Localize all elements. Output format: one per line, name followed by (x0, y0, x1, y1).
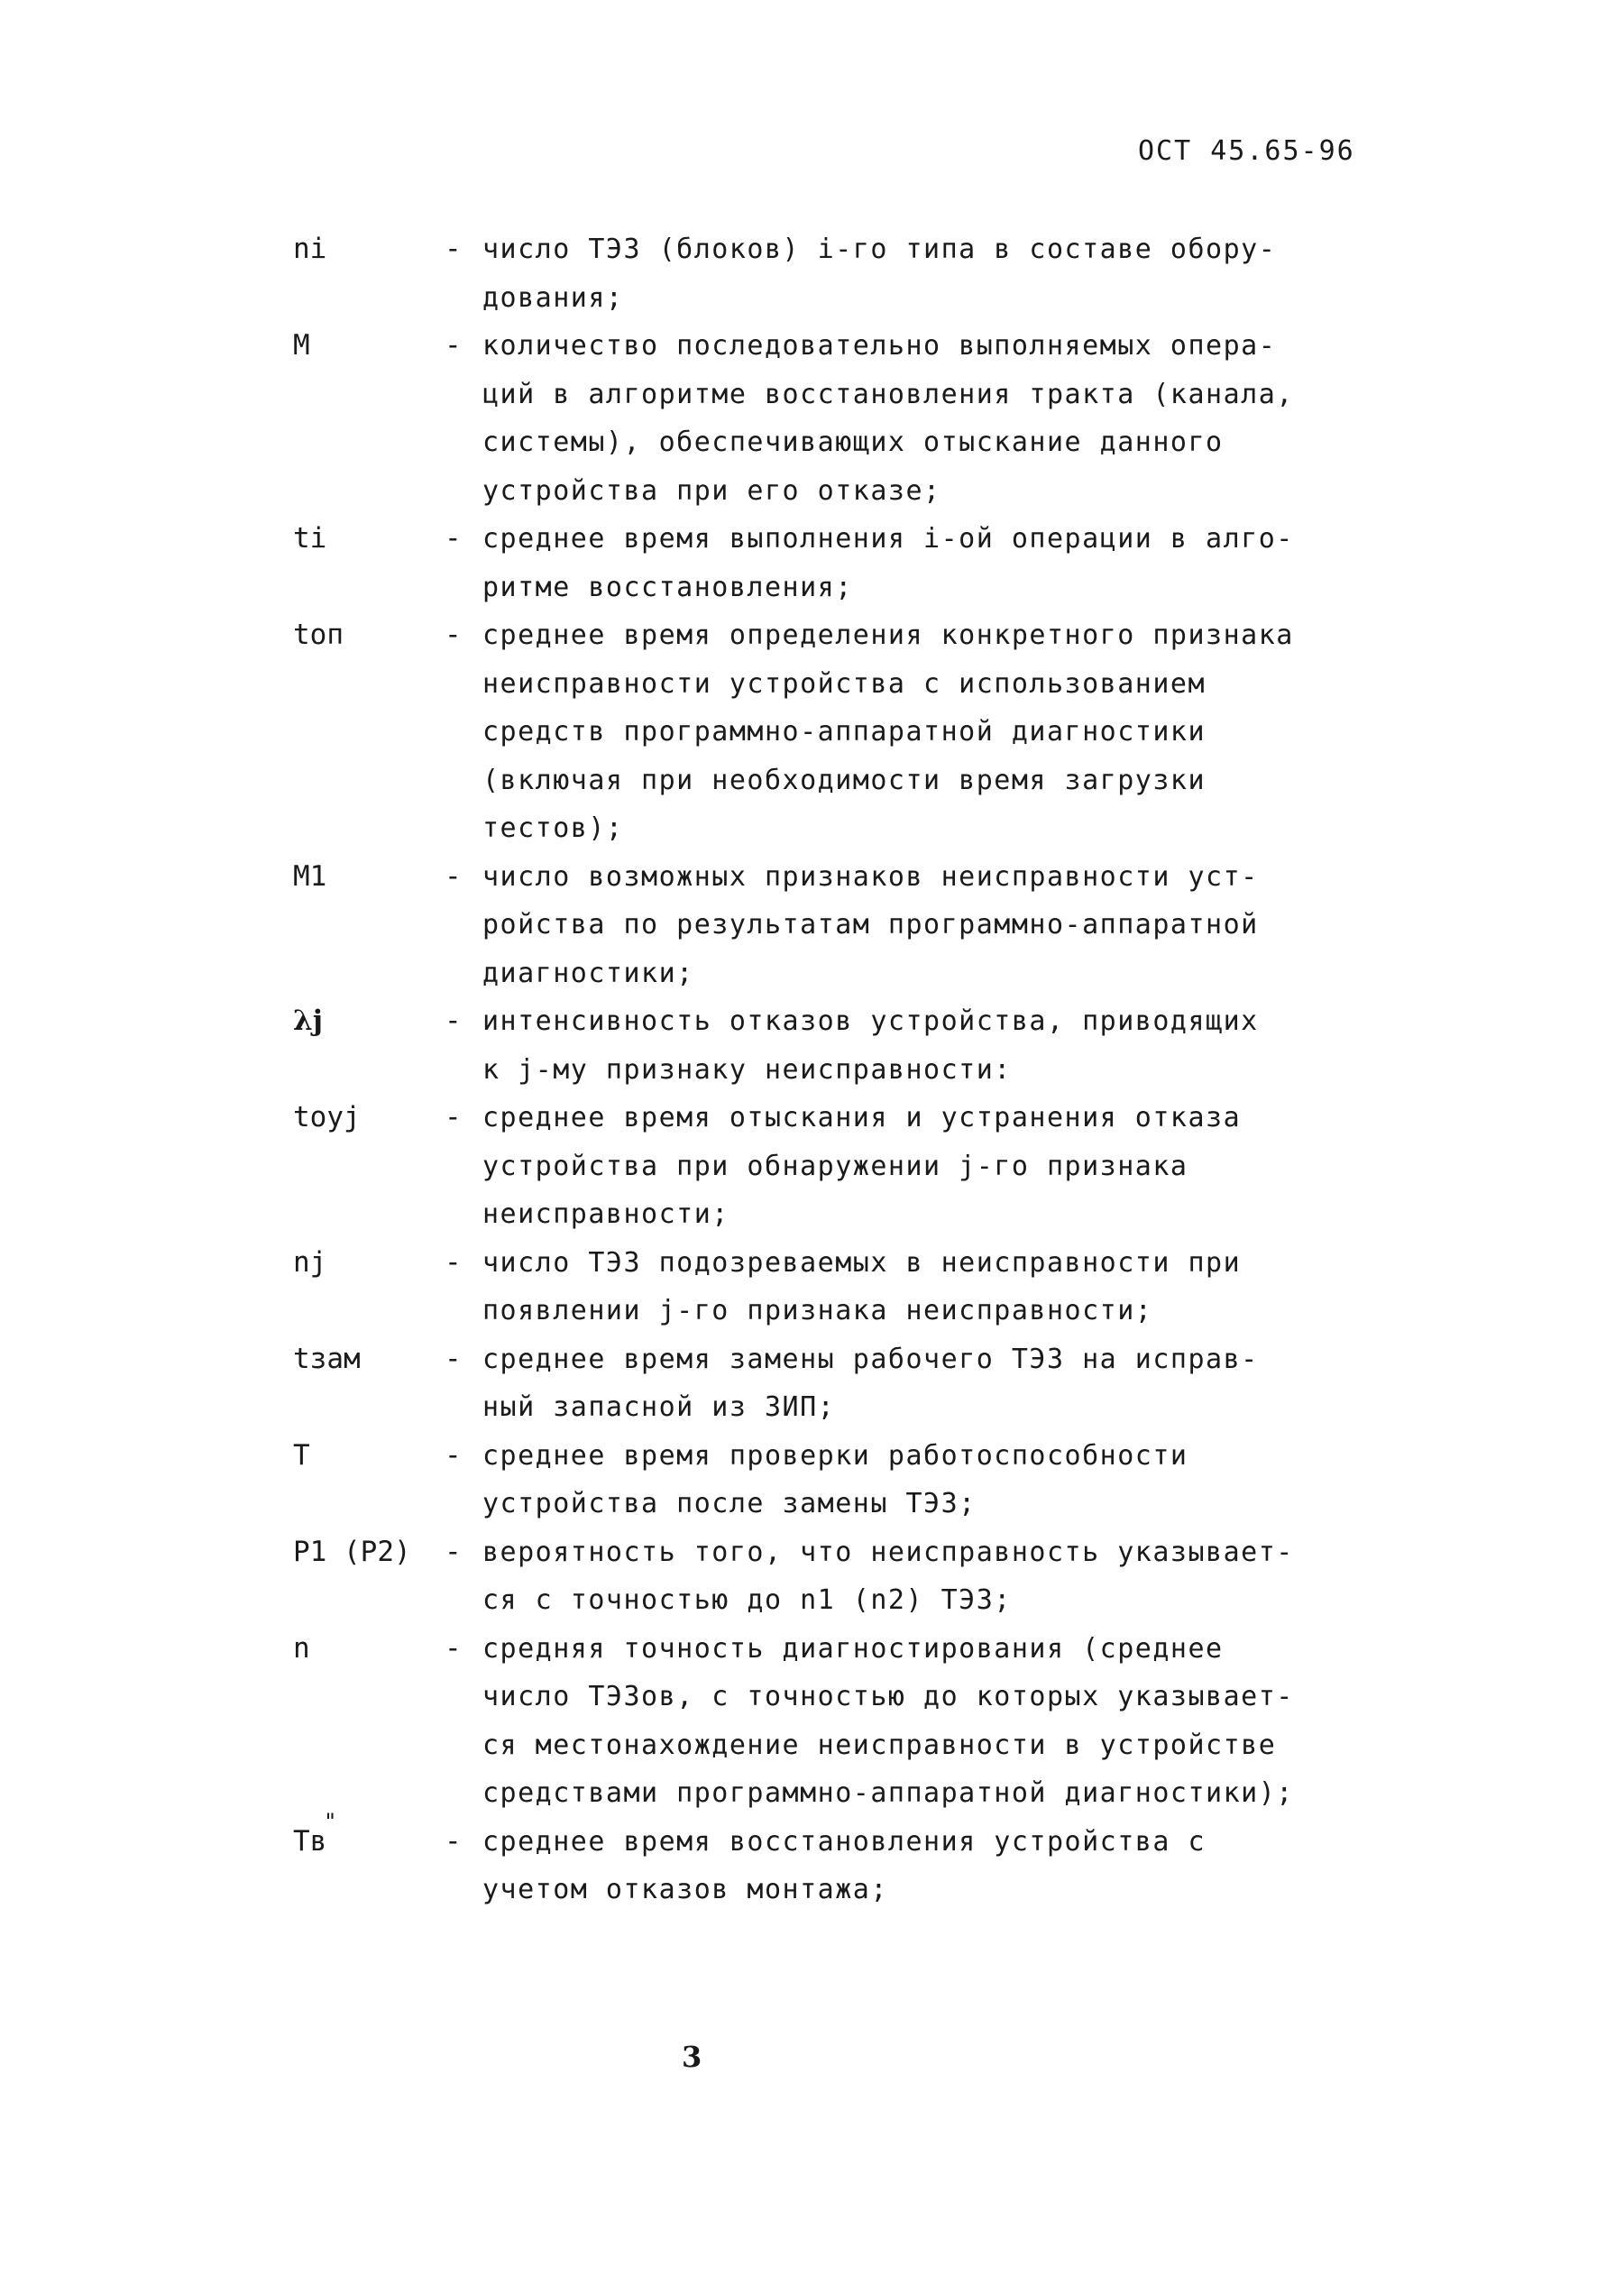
definition-dash: - (445, 1342, 462, 1375)
definition-dash: - (445, 522, 462, 555)
definition-text: среднее время определения конкретного признака неисправности устройства с использованием средств программно-аппаратной диагностики (включая при необходимости время загрузки тестов); (482, 619, 1294, 844)
definition-entry (293, 1094, 1402, 1239)
definition-entry (293, 1528, 1402, 1625)
definition-dash: - (445, 1438, 462, 1472)
double-prime-mark: " (324, 1808, 337, 1834)
definition-symbol: T (293, 1438, 310, 1472)
definition-entry (293, 322, 1402, 515)
definition-text: интенсивность отказов устройства, приводящих к j-му признаку неисправности: (482, 1005, 1259, 1086)
definition-dash: - (445, 1535, 462, 1568)
definition-text: число ТЭЗ (блоков) i-го типа в составе обору- дования; (482, 234, 1277, 314)
definition-dash: - (445, 329, 462, 362)
definition-text: средняя точность диагностирования (среднее число ТЭЗов, с точностью до которых указывает- ся местонахождение неисправности в устройстве средствами программно-аппаратной диагностики); (482, 1632, 1294, 1809)
definitions-list (293, 225, 1402, 1914)
definition-text: число возможных признаков неисправности уст- ройства по результатам программно-аппаратной диагностики; (482, 860, 1259, 989)
definition-symbol: P1 (P2) (293, 1535, 411, 1568)
definition-entry (293, 1625, 1402, 1818)
definition-symbol: Tв (293, 1824, 327, 1858)
definition-entry (293, 611, 1402, 853)
definition-dash: - (445, 1824, 462, 1858)
definition-entry (293, 853, 1402, 998)
definition-symbol: tзам (293, 1342, 361, 1375)
definition-entry (293, 225, 1402, 322)
definition-symbol: ni (293, 233, 327, 265)
definition-symbol: tоп (293, 619, 344, 651)
definition-symbol-group (293, 1808, 337, 1867)
definition-symbol: n (293, 1631, 310, 1665)
definition-symbol: toyj (293, 1101, 361, 1133)
definition-symbol-wrap (293, 1808, 445, 1867)
definition-text: вероятность того, что неисправность указывает- ся с точностью до n1 (n2) ТЭЗ; (482, 1536, 1294, 1616)
definition-dash: - (445, 1631, 462, 1665)
definition-text: среднее время восстановления устройства с учетом отказов монтажа; (482, 1825, 1207, 1905)
definition-entry (293, 1808, 1402, 1914)
definition-symbol: nj (293, 1245, 327, 1279)
definition-entry (293, 1335, 1402, 1432)
definition-text: среднее время отыскания и устранения отказа устройства при обнаружении j-го признака неисправности; (482, 1102, 1242, 1230)
definition-dash: - (445, 619, 462, 651)
definition-dash: - (445, 1101, 462, 1133)
definition-entry (293, 997, 1402, 1094)
definition-dash: - (445, 233, 462, 265)
definition-entry (293, 515, 1402, 611)
definition-entry (293, 1239, 1402, 1335)
definition-symbol: M1 (293, 859, 327, 893)
document-code: ОСТ 45.65-96 (1138, 135, 1355, 167)
definition-dash: - (445, 859, 462, 893)
definition-text: число ТЭЗ подозреваемых в неисправности при появлении j-го признака неисправности; (482, 1246, 1242, 1326)
definition-entry (293, 1432, 1402, 1528)
definition-symbol: λj (293, 1005, 323, 1037)
definition-symbol: M (293, 329, 310, 362)
page-number: 3 (682, 2040, 702, 2074)
definition-text: среднее время проверки работоспособности устройства после замены ТЭЗ; (482, 1439, 1188, 1519)
definition-symbol: ti (293, 522, 327, 555)
definition-dash: - (445, 1005, 462, 1037)
definition-dash: - (445, 1245, 462, 1279)
definition-text: количество последовательно выполняемых опера- ций в алгоритме восстановления тракта (канала, системы), обеспечивающих отыскание данного устройства при его отказе; (482, 330, 1294, 507)
definition-text: среднее время замены рабочего ТЭЗ на исправ- ный запасной из ЗИП; (482, 1343, 1259, 1423)
definition-text: среднее время выполнения i-ой операции в алго- ритме восстановления; (482, 523, 1294, 603)
